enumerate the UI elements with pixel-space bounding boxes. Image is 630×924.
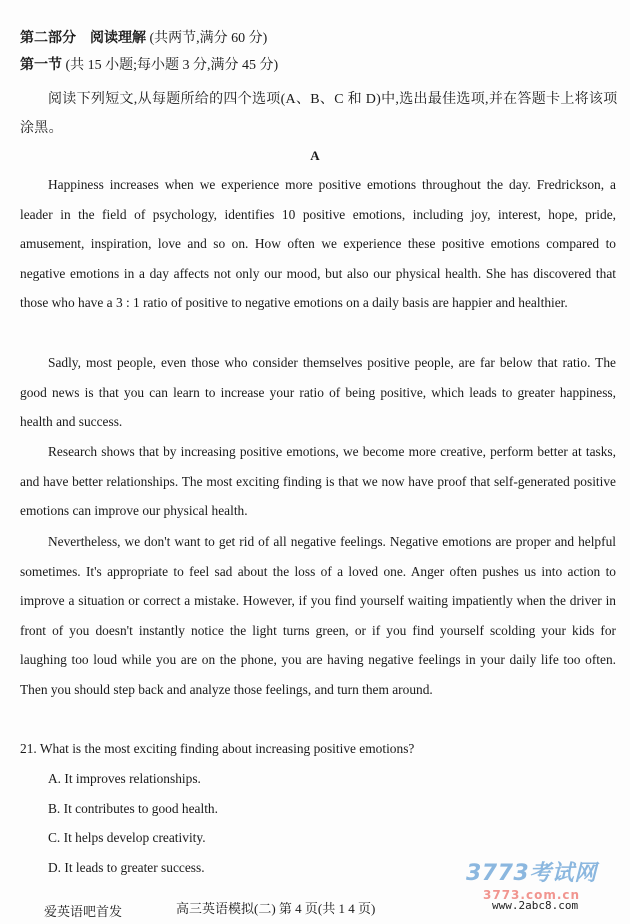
footer-source-note: 爱英语吧首发 [44, 905, 123, 920]
option-text: It improves relationships. [64, 771, 201, 786]
footer-page-info: 高三英语模拟(二) 第 4 页(共 1 4 页) [176, 901, 376, 916]
part-subtitle: 阅读理解 [90, 31, 146, 46]
section-heading [20, 57, 278, 75]
instruction-text: 阅读下列短文,从每题所给的四个选项(A、B、C 和 D)中,选出最佳选项,并在答题卡上将该项涂黑。 [20, 92, 618, 136]
passage-paragraph: Happiness increases when we experience more positive emotions throughout the day. Fredrickson, a leader in the field of psychology, identifies 10 positive emotions, including joy, interest, hope, pride, amusement, inspiration, love and so on. How often we experience these positive emotions compared to negative emotions in a day affects not only our mood, but also our physical health. She has discovered that those who have a 3 : 1 ratio of positive to negative emotions on a daily basis are happier and healthier. [20, 177, 616, 311]
question-number: 21. [20, 741, 37, 756]
option-letter: B. [48, 801, 61, 816]
passage-paragraph: Research shows that by increasing positive emotions, we become more creative, perform better at tasks, and have better relationships. The most exciting finding is that we now have proof that self-generated positive emotions can improve our physical health. [20, 444, 616, 519]
watermark-domain: 3773.com.cn [483, 888, 581, 902]
answer-option-a[interactable] [48, 770, 201, 788]
option-letter: A. [48, 771, 62, 786]
watermark-brand-logo: 3773考试网 [466, 861, 597, 886]
option-text: It helps develop creativity. [63, 830, 206, 845]
option-text: It leads to greater success. [64, 860, 205, 875]
question-text: What is the most exciting finding about increasing positive emotions? [39, 741, 415, 756]
option-letter: C. [48, 830, 61, 845]
option-text: It contributes to good health. [63, 801, 218, 816]
part-heading [20, 30, 267, 48]
option-letter: D. [48, 860, 62, 875]
answer-option-b[interactable] [48, 800, 218, 818]
passage-label: A [310, 148, 320, 163]
part-title: 第二部分 [20, 31, 76, 46]
part-detail: (共两节,满分 60 分) [149, 31, 268, 46]
answer-option-d[interactable] [48, 859, 205, 877]
question-21 [20, 740, 414, 758]
passage-paragraph: Nevertheless, we don't want to get rid of all negative feelings. Negative emotions are proper and helpful sometimes. It's appropriate to feel sad about the loss of a loved one. Anger often pushes us into action to improve a situation or correct a mistake. However, if you find yourself waiting impatiently when the driver in front of you doesn't instantly notice the light turns green, or if you find yourself scolding your kids for laughing too loud while you are on the phone, you are having negative feelings in your daily life too often. Then you should step back and analyze those feelings, and turn them around. [20, 534, 616, 697]
watermark-url: www.2abc8.com [492, 899, 579, 912]
answer-option-c[interactable] [48, 829, 206, 847]
section-detail: (共 15 小题;每小题 3 分,满分 45 分) [65, 58, 279, 73]
section-title: 第一节 [20, 58, 62, 73]
passage-paragraph: Sadly, most people, even those who consider themselves positive people, are far below that ratio. The good news is that you can learn to increase your ratio of being positive, which leads to greater happiness, health and success. [20, 355, 616, 430]
